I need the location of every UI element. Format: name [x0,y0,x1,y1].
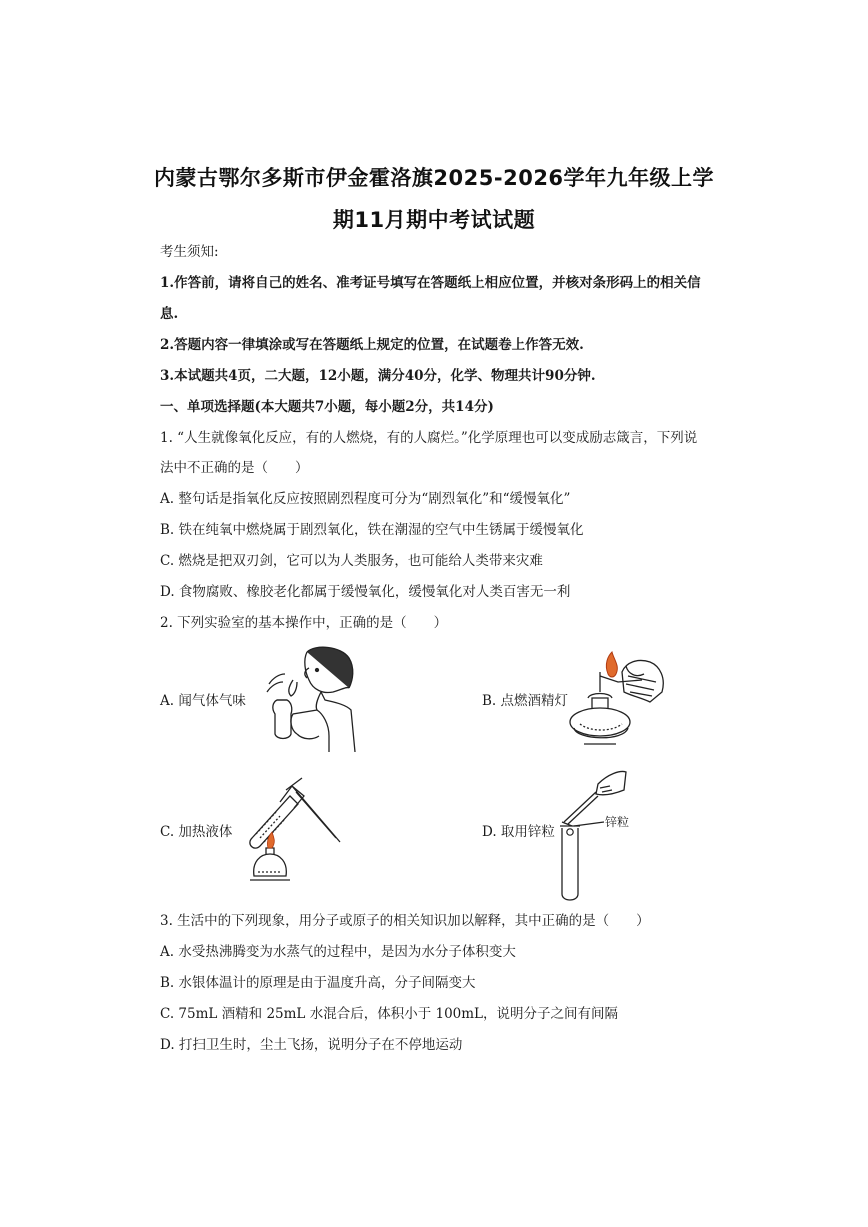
q1-option-a: A. 整句话是指氧化反应按照剧烈程度可分为“剧烈氧化”和“缓慢氧化” [160,491,571,507]
q3-option-a: A. 水受热沸腾变为水蒸气的过程中，是因为水分子体积变大 [160,944,516,960]
q1-option-d: D. 食物腐败、橡胶老化都属于缓慢氧化，缓慢氧化对人类百害无一利 [160,584,571,600]
q2-stem: 2. 下列实验室的基本操作中，正确的是（ ） [160,615,448,631]
q3-stem: 3. 生活中的下列现象，用分子或原子的相关知识加以解释，其中正确的是（ ） [160,913,650,929]
q1-option-c: C. 燃烧是把双刃剑，它可以为人类服务，也可能给人类带来灾难 [160,553,543,569]
q1-stem-cont: 法中不正确的是（ ） [160,460,309,476]
person-smelling-gas-icon [263,644,358,752]
exam-title-line-2: 期11月期中考试试题 [332,208,536,232]
lighting-alcohol-lamp-icon [566,652,670,750]
q3-option-d: D. 打扫卫生时，尘土飞扬，说明分子在不停地运动 [160,1037,463,1053]
q2-option-a: A. 闻气体气味 [160,693,246,709]
section-1-heading: 一、单项选择题(本大题共7小题，每小题2分，共14分) [160,399,494,415]
q2-option-b: B. 点燃酒精灯 [482,693,569,709]
q2-option-d: D. 取用锌粒 [482,824,555,840]
q2-option-c: C. 加热液体 [160,824,233,840]
zinc-granule-label: 锌粒 [605,815,630,829]
notice-item-3: 3.本试题共4页，二大题，12小题，满分40分，化学、物理共计90分钟. [160,368,596,384]
notice-item-1-cont: 息. [160,306,179,322]
q3-option-c: C. 75mL 酒精和 25mL 水混合后，体积小于 100mL，说明分子之间有间隔 [160,1006,619,1022]
exam-title-line-1: 内蒙古鄂尔多斯市伊金霍洛旗2025-2026学年九年级上学 [153,166,715,190]
q3-option-b: B. 水银体温计的原理是由于温度升高，分子间隔变大 [160,975,476,991]
q1-stem: 1. “人生就像氧化反应，有的人燃烧，有的人腐烂。”化学原理也可以变成励志箴言，下列说 [160,430,698,446]
q1-option-b: B. 铁在纯氧中燃烧属于剧烈氧化，铁在潮湿的空气中生锈属于缓慢氧化 [160,522,584,538]
notice-heading: 考生须知: [160,244,219,260]
heating-test-tube-icon [236,776,344,888]
notice-item-2: 2.答题内容一律填涂或写在答题纸上规定的位置，在试题卷上作答无效. [160,337,584,353]
dropping-zinc-granule-icon [560,766,630,902]
notice-item-1: 1.作答前，请将自己的姓名、准考证号填写在答题纸上相应位置，并核对条形码上的相关信 [160,275,701,291]
